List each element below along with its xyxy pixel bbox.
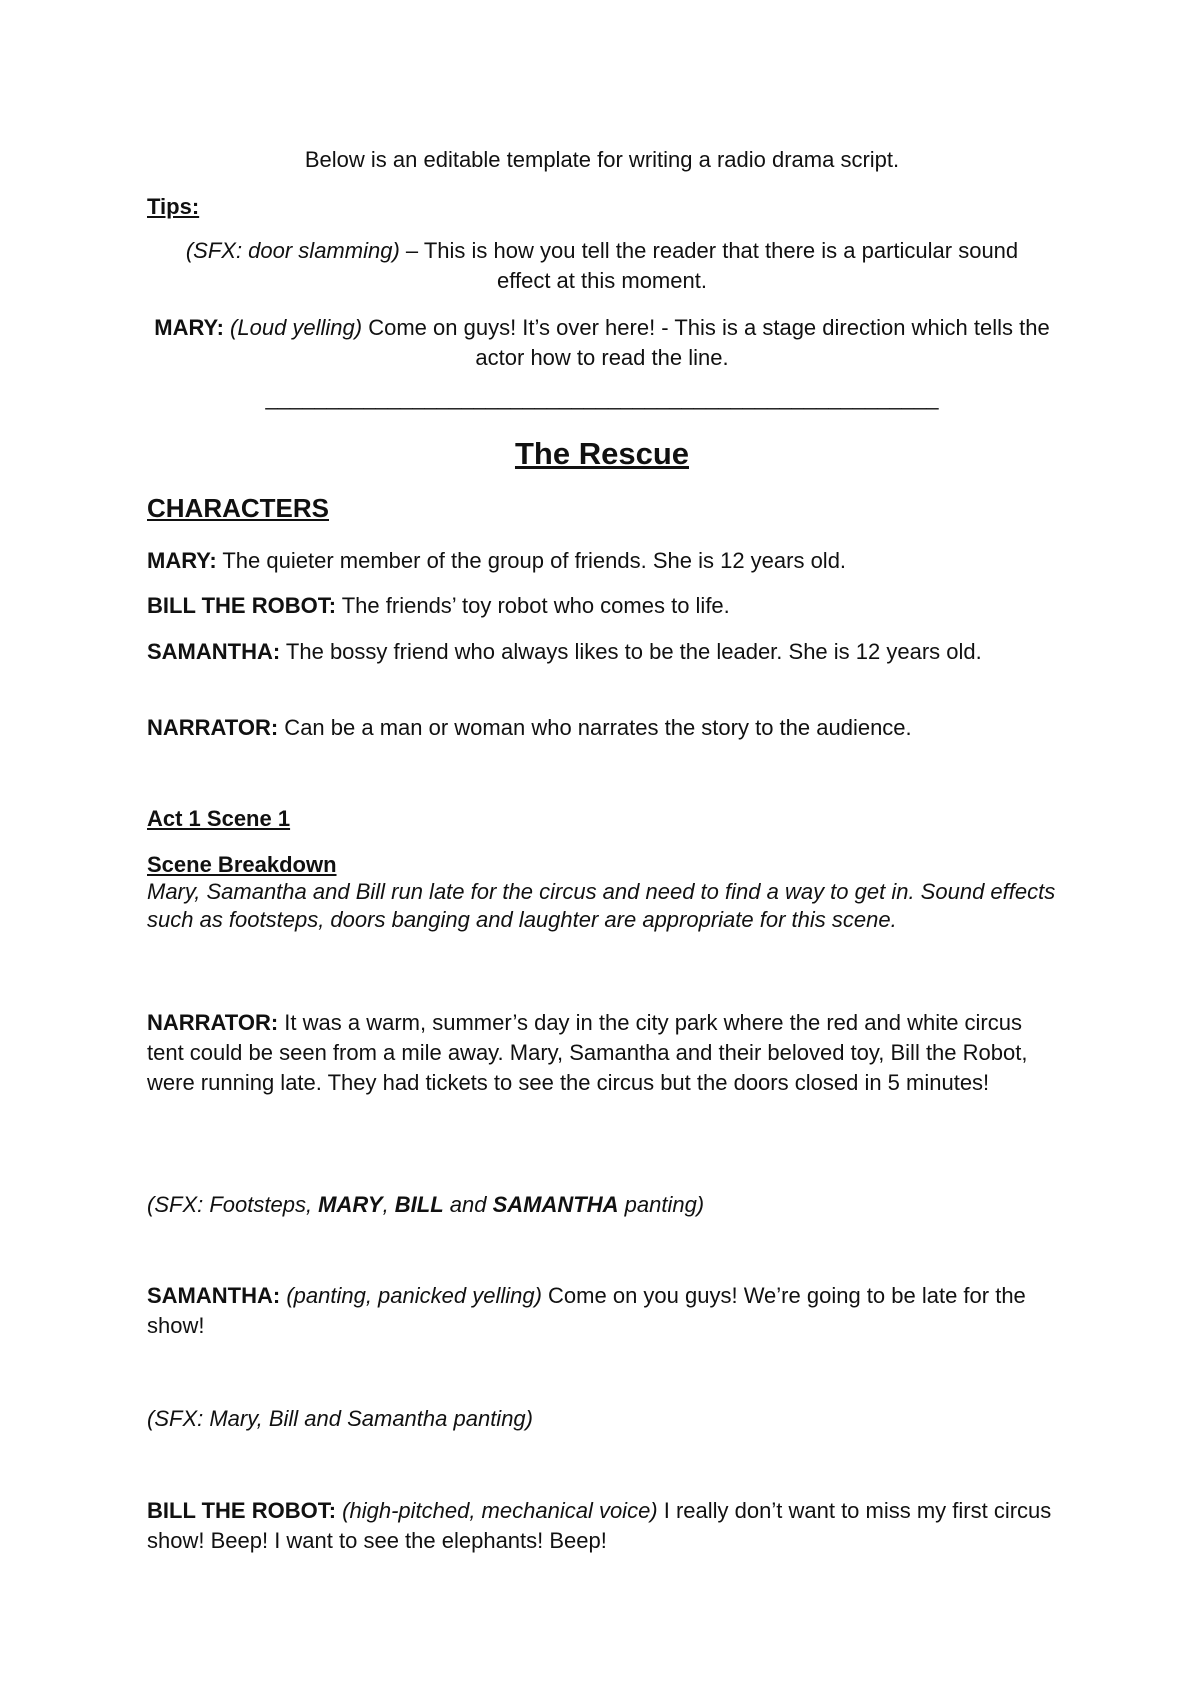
speaker-name: SAMANTHA: [147, 1283, 281, 1308]
tips-heading: Tips: [147, 194, 200, 219]
character-name: SAMANTHA: [147, 639, 281, 664]
stage-direction: (high-pitched, mechanical voice) [336, 1498, 658, 1523]
character-narrator [147, 713, 1057, 743]
divider-line: _______________________________________________________ [265, 386, 939, 410]
character-bill [147, 591, 1057, 621]
tip-sfx-text: – This is how you tell the reader that there is a particular sound effect at this moment. [399, 238, 1019, 293]
sfx-text: panting) [618, 1192, 705, 1217]
character-description: The friends’ toy robot who comes to life. [336, 593, 730, 618]
character-name: NARRATOR: [147, 715, 279, 740]
sfx-panting: (SFX: Mary, Bill and Samantha panting) [147, 1406, 533, 1431]
stage-direction: (panting, panicked yelling) [280, 1283, 542, 1308]
tip-direction-text: Come on guys! It’s over here! - This is a stage direction which tells the actor how to read the line. [362, 315, 1050, 370]
scene-breakdown-heading: Scene Breakdown [147, 852, 337, 877]
character-name: BILL THE ROBOT: [147, 593, 337, 618]
tip-direction: (Loud yelling) [230, 315, 363, 340]
sfx-name-samantha: SAMANTHA [492, 1192, 619, 1217]
tip-sfx-direction: (SFX: door slamming) [185, 238, 400, 263]
character-description: Can be a man or woman who narrates the story to the audience. [278, 715, 912, 740]
character-description: The bossy friend who always likes to be the leader. She is 12 years old. [280, 639, 982, 664]
dialogue-text: It was a warm, summer’s day in the city park where the red and white circus tent could be seen from a mile away. Mary, Samantha and their beloved toy, Bill the Robot, were running late. They had tickets to see the circus but the doors closed in 5 minutes! [147, 1010, 1028, 1095]
sfx-footsteps [147, 1190, 1057, 1220]
dialogue-text: Come on you guys! We’re going to be late for the show! [147, 1283, 1026, 1338]
bill-line [147, 1496, 1057, 1556]
script-title: The Rescue [514, 436, 689, 471]
scene-breakdown-text: Mary, Samantha and Bill run late for the circus and need to find a way to get in. Sound effects such as footsteps, doors banging and laughter are appropriate for this scene. [147, 879, 1056, 932]
narrator-line [147, 1008, 1057, 1098]
sfx-name-bill: BILL [394, 1192, 444, 1217]
tip-stage-direction [147, 313, 1057, 373]
sfx-text: , [382, 1192, 395, 1217]
speaker-name: NARRATOR: [147, 1010, 279, 1035]
character-name: MARY: [147, 548, 217, 573]
characters-heading: CHARACTERS [147, 493, 329, 523]
tip-sfx [167, 236, 1037, 296]
sfx-text: (SFX: Footsteps, [147, 1192, 319, 1217]
character-description: The quieter member of the group of friends. She is 12 years old. [216, 548, 847, 573]
act-heading: Act 1 Scene 1 [147, 806, 291, 831]
character-mary [147, 546, 1057, 576]
character-samantha [147, 637, 1057, 667]
sfx-text: and [443, 1192, 493, 1217]
tip-speaker: MARY: [154, 315, 224, 340]
intro-line: Below is an editable template for writing a radio drama script. [304, 147, 900, 172]
samantha-line [147, 1281, 1057, 1341]
speaker-name: BILL THE ROBOT: [147, 1498, 337, 1523]
sfx-name-mary: MARY [318, 1192, 383, 1217]
dialogue-text: I really don’t want to miss my first circus show! Beep! I want to see the elephants! Beep! [147, 1498, 1052, 1553]
